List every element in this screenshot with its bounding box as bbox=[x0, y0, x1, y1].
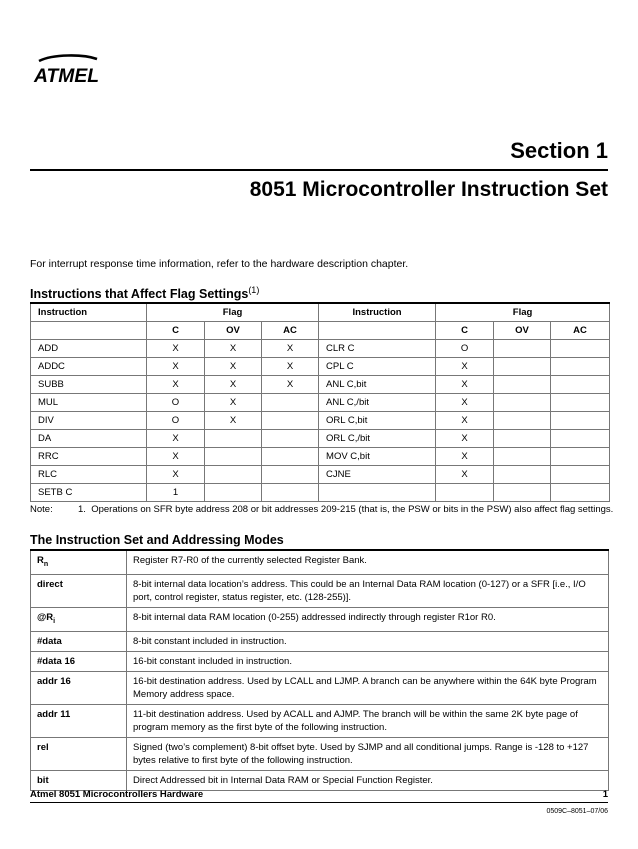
flag-c-cell: X bbox=[436, 358, 494, 376]
flags-row bbox=[31, 376, 610, 394]
subheader-blank-right bbox=[319, 322, 436, 340]
flag-ac-cell: X bbox=[262, 340, 319, 358]
flag-c-cell: X bbox=[147, 430, 205, 448]
mode-row bbox=[31, 574, 609, 607]
flags-note bbox=[30, 504, 613, 515]
instruction-cell: ANL C,/bit bbox=[319, 394, 436, 412]
flag-c-cell: O bbox=[436, 340, 494, 358]
flags-row bbox=[31, 484, 610, 502]
document-code: 0509C–8051–07/06 bbox=[546, 808, 608, 815]
subheader-c-left: C bbox=[147, 322, 205, 340]
instruction-cell: RRC bbox=[31, 448, 147, 466]
mode-description: 8-bit internal data RAM location (0-255) addressed indirectly through register R1or R0. bbox=[127, 607, 609, 631]
flag-ac-cell bbox=[262, 466, 319, 484]
instruction-cell bbox=[319, 484, 436, 502]
intro-text: For interrupt response time information, refer to the hardware description chapter. bbox=[30, 258, 409, 270]
flag-ov-cell bbox=[494, 358, 551, 376]
flag-c-cell: X bbox=[436, 394, 494, 412]
flags-subheader-row bbox=[31, 322, 610, 340]
instruction-cell: ANL C,bit bbox=[319, 376, 436, 394]
mode-row bbox=[31, 737, 609, 770]
note-number: 1. bbox=[78, 504, 86, 515]
instruction-cell: CPL C bbox=[319, 358, 436, 376]
flag-c-cell: O bbox=[147, 412, 205, 430]
flag-ac-cell bbox=[551, 484, 610, 502]
instruction-cell: ORL C,bit bbox=[319, 412, 436, 430]
flag-c-cell: X bbox=[147, 376, 205, 394]
header-rule bbox=[30, 169, 608, 171]
mode-description: 16-bit destination address. Used by LCALL and LJMP. A branch can be anywhere within the 64K byte Program Memory address space. bbox=[127, 671, 609, 704]
mode-description: Signed (two’s complement) 8-bit offset byte. Used by SJMP and all conditional jumps. Range is -128 to +127 bytes relative to first byte of the following instruction. bbox=[127, 737, 609, 770]
flag-ac-cell bbox=[262, 448, 319, 466]
flags-heading bbox=[30, 285, 259, 301]
mode-row bbox=[31, 631, 609, 651]
flag-ac-cell bbox=[551, 340, 610, 358]
flags-header-row bbox=[31, 303, 610, 322]
flag-ov-cell bbox=[494, 448, 551, 466]
footer-title: Atmel 8051 Microcontrollers Hardware bbox=[30, 789, 204, 800]
subheader-ac-left: AC bbox=[262, 322, 319, 340]
flags-heading-footnote: (1) bbox=[248, 285, 260, 295]
mode-term: addr 16 bbox=[31, 671, 127, 704]
mode-term: addr 11 bbox=[31, 704, 127, 737]
flag-c-cell: X bbox=[147, 358, 205, 376]
flag-ov-cell bbox=[494, 466, 551, 484]
flag-ac-cell bbox=[262, 430, 319, 448]
flag-ov-cell: X bbox=[205, 412, 262, 430]
instruction-cell: ORL C,/bit bbox=[319, 430, 436, 448]
flag-ov-cell bbox=[494, 484, 551, 502]
flag-ac-cell bbox=[262, 394, 319, 412]
instruction-cell: RLC bbox=[31, 466, 147, 484]
flag-ov-cell: X bbox=[205, 394, 262, 412]
mode-row bbox=[31, 607, 609, 631]
footer-rule bbox=[30, 802, 608, 803]
document-title: 8051 Microcontroller Instruction Set bbox=[249, 178, 608, 201]
flag-ov-cell bbox=[494, 412, 551, 430]
flag-ac-cell bbox=[551, 430, 610, 448]
mode-description: 8-bit internal data location’s address. This could be an Internal Data RAM location (0-127) or a SFR [i.e., I/O port, control register, status register, etc. (128-255)]. bbox=[127, 574, 609, 607]
flag-c-cell: O bbox=[147, 394, 205, 412]
flags-row bbox=[31, 394, 610, 412]
col-flag-right: Flag bbox=[436, 303, 610, 322]
instruction-cell: MUL bbox=[31, 394, 147, 412]
mode-description: Register R7-R0 of the currently selected Register Bank. bbox=[127, 550, 609, 574]
flag-c-cell: X bbox=[147, 340, 205, 358]
flag-c-cell: X bbox=[436, 376, 494, 394]
instruction-cell: CJNE bbox=[319, 466, 436, 484]
mode-description: 11-bit destination address. Used by ACALL and AJMP. The branch will be within the same 2K byte page of program memory as the first byte of the following instruction. bbox=[127, 704, 609, 737]
flags-row bbox=[31, 466, 610, 484]
instruction-cell: CLR C bbox=[319, 340, 436, 358]
flag-ov-cell bbox=[494, 394, 551, 412]
subheader-blank-left bbox=[31, 322, 147, 340]
flag-ov-cell bbox=[494, 376, 551, 394]
flag-c-cell: X bbox=[147, 448, 205, 466]
mode-term: direct bbox=[31, 574, 127, 607]
subheader-ov-right: OV bbox=[494, 322, 551, 340]
flags-row bbox=[31, 430, 610, 448]
flag-ac-cell: X bbox=[262, 358, 319, 376]
mode-row bbox=[31, 704, 609, 737]
flag-c-cell: X bbox=[436, 412, 494, 430]
flag-ac-cell bbox=[551, 466, 610, 484]
flag-c-cell: X bbox=[436, 430, 494, 448]
flag-ov-cell bbox=[205, 466, 262, 484]
col-instruction-left: Instruction bbox=[31, 303, 147, 322]
flag-c-cell: 1 bbox=[147, 484, 205, 502]
instruction-cell: DA bbox=[31, 430, 147, 448]
subheader-ac-right: AC bbox=[551, 322, 610, 340]
flag-ac-cell bbox=[551, 358, 610, 376]
flag-ac-cell bbox=[551, 394, 610, 412]
instruction-cell: ADD bbox=[31, 340, 147, 358]
flag-c-cell: X bbox=[436, 448, 494, 466]
atmel-logo bbox=[33, 52, 101, 86]
subheader-c-right: C bbox=[436, 322, 494, 340]
flag-ac-cell bbox=[262, 484, 319, 502]
instruction-cell: MOV C,bit bbox=[319, 448, 436, 466]
col-flag-left: Flag bbox=[147, 303, 319, 322]
flag-ov-cell: X bbox=[205, 358, 262, 376]
flag-ac-cell: X bbox=[262, 376, 319, 394]
flag-ov-cell: X bbox=[205, 340, 262, 358]
flags-heading-text: Instructions that Affect Flag Settings bbox=[30, 287, 249, 302]
mode-term: bit bbox=[31, 770, 127, 790]
atmel-logo-graphic bbox=[33, 52, 101, 86]
instruction-cell: DIV bbox=[31, 412, 147, 430]
mode-term: #data bbox=[31, 631, 127, 651]
flag-ov-cell bbox=[205, 448, 262, 466]
flags-row bbox=[31, 448, 610, 466]
instruction-cell: ADDC bbox=[31, 358, 147, 376]
mode-term: #data 16 bbox=[31, 651, 127, 671]
flag-c-cell: X bbox=[147, 466, 205, 484]
modes-heading: The Instruction Set and Addressing Modes bbox=[30, 533, 284, 547]
mode-row bbox=[31, 550, 609, 574]
flags-row bbox=[31, 412, 610, 430]
flag-ov-cell bbox=[205, 484, 262, 502]
instruction-cell: SETB C bbox=[31, 484, 147, 502]
page-number: 1 bbox=[602, 789, 608, 800]
section-title: Section 1 bbox=[510, 138, 608, 163]
flag-ac-cell bbox=[551, 376, 610, 394]
svg-text:ATMEL: ATMEL bbox=[33, 66, 99, 86]
flag-c-cell: X bbox=[436, 466, 494, 484]
flag-ov-cell bbox=[494, 340, 551, 358]
mode-row bbox=[31, 651, 609, 671]
flags-table bbox=[30, 302, 610, 502]
mode-row bbox=[31, 671, 609, 704]
flag-ov-cell bbox=[205, 430, 262, 448]
subheader-ov-left: OV bbox=[205, 322, 262, 340]
instruction-cell: SUBB bbox=[31, 376, 147, 394]
mode-term: $R_n$ bbox=[31, 550, 127, 574]
flag-c-cell bbox=[436, 484, 494, 502]
mode-term: $@R_i$ bbox=[31, 607, 127, 631]
flag-ac-cell bbox=[262, 412, 319, 430]
flags-row bbox=[31, 358, 610, 376]
flag-ac-cell bbox=[551, 448, 610, 466]
mode-description: 16-bit constant included in instruction. bbox=[127, 651, 609, 671]
mode-description: Direct Addressed bit in Internal Data RAM or Special Function Register. bbox=[127, 770, 609, 790]
addressing-modes-table bbox=[30, 549, 609, 791]
mode-row bbox=[31, 770, 609, 790]
col-instruction-right: Instruction bbox=[319, 303, 436, 322]
note-text: Operations on SFR byte address 208 or bit addresses 209-215 (that is, the PSW or bits in the PSW) also affect flag settings. bbox=[91, 504, 614, 515]
note-label: Note: bbox=[30, 504, 53, 515]
flag-ac-cell bbox=[551, 412, 610, 430]
mode-description: 8-bit constant included in instruction. bbox=[127, 631, 609, 651]
flag-ov-cell: X bbox=[205, 376, 262, 394]
flag-ov-cell bbox=[494, 430, 551, 448]
flags-row bbox=[31, 340, 610, 358]
mode-term: rel bbox=[31, 737, 127, 770]
